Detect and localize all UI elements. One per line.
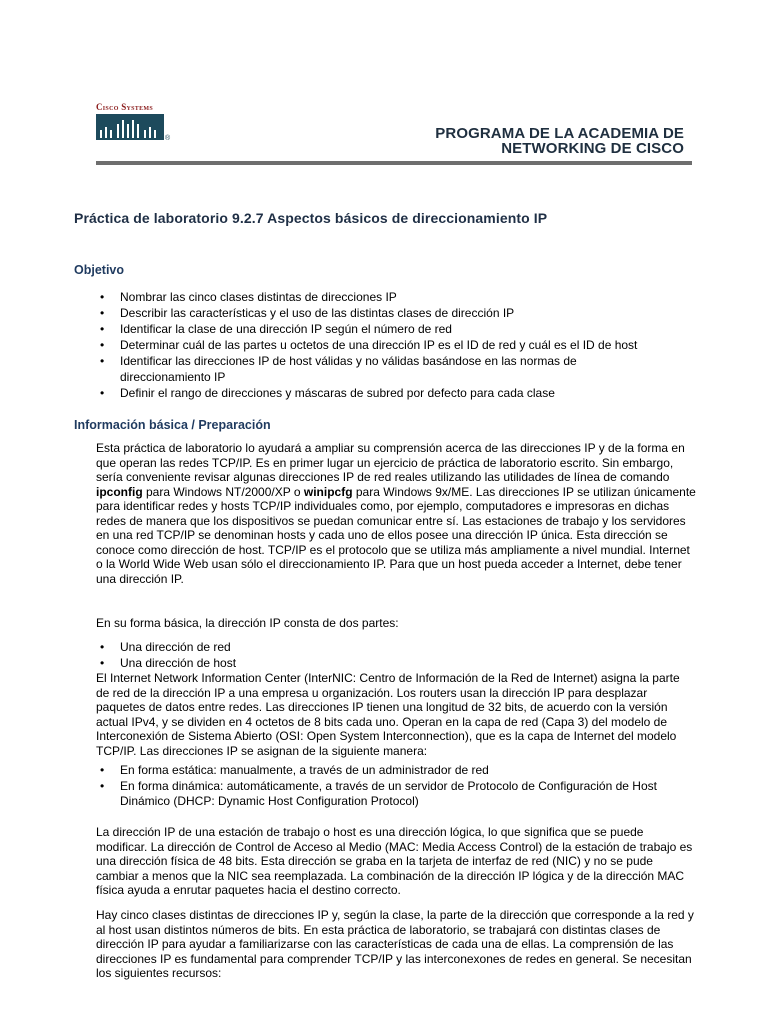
background-heading: Información básica / Preparación <box>74 418 271 432</box>
list-item: • Definir el rango de direcciones y máscaras de subred por defecto para cada clase <box>100 385 690 401</box>
background-paragraph-1 <box>96 441 696 586</box>
list-item: • Determinar cuál de las partes u octetos de una dirección IP es el ID de red y cuál es el ID de host <box>100 337 690 353</box>
ip-parts-list <box>100 639 690 671</box>
list-item: • En forma dinámica: automáticamente, a través de un servidor de Protocolo de Configuración de Host Dinámico (DHCP: Dynamic Host Configuration Protocol) <box>100 779 690 809</box>
cisco-bridge-icon <box>96 114 172 142</box>
background-paragraph-3: El Internet Network Information Center (InterNIC: Centro de Información de la Red de Internet) asigna la parte de red de la dirección IP a una empresa u organización. Los routers usan la dirección IP para desplazar paquetes de datos entre redes. Las direcciones IP tienen una longitud de 32 bits, de acuerdo con la versión actual IPv4, y se dividen en 4 octetos de 8 bits cada uno. Operan en la capa de red (Capa 3) del modelo de Interconexión de Sistema Abierto (OSI: Open System Interconnection), que es la capa de Internet del modelo TCP/IP. Las direcciones IP se asignan de la siguiente manera: <box>96 671 680 758</box>
list-item: • Describir las características y el uso de las distintas clases de dirección IP <box>100 305 690 321</box>
background-paragraph-5: Hay cinco clases distintas de direcciones IP y, según la clase, la parte de la dirección que corresponde a la red y al host usan distintos números de bits. En esta práctica de laboratorio, se trabajará con distintas clases de dirección IP para ayudar a familiarizarse con las características de cada una de ellas. La comprensión de las direcciones IP es fundamental para comprender TCP/IP y las interconexones de redes en general. Se necesitan los siguientes recursos: <box>96 908 694 980</box>
paragraph-text: Esta práctica de laboratorio lo ayudará a ampliar su comprensión acerca de las direcciones IP y de la forma en que operan las redes TCP/IP. Es en primer lugar un ejercicio de práctica de laboratorio escrito. Sin embargo, sería conveniente revisar algunas direcciones IP de red reales utilizando las utilidades de línea de comando <box>96 441 685 484</box>
header-divider <box>96 161 692 165</box>
academy-title-line-1: PROGRAMA DE LA ACADEMIA DE <box>435 125 684 142</box>
paragraph-text: para Windows NT/2000/XP o <box>142 484 304 499</box>
list-item: • Identificar las direcciones IP de host válidas y no válidas basándose en las normas de direccionamiento IP <box>100 353 690 385</box>
cisco-logo <box>96 103 172 143</box>
winipcfg-command: winipcfg <box>303 484 353 499</box>
list-item: • En forma estática: manualmente, a través de un administrador de red <box>100 763 690 778</box>
list-item: • Identificar la clase de una dirección IP según el número de red <box>100 321 690 337</box>
document-title: Práctica de laboratorio 9.2.7 Aspectos básicos de direccionamiento IP <box>74 210 548 226</box>
ipconfig-command: ipconfig <box>96 484 143 499</box>
list-item: • Nombrar las cinco clases distintas de direcciones IP <box>100 289 690 305</box>
cisco-brand-text: Cisco Systems <box>96 102 154 112</box>
academy-title <box>435 126 684 156</box>
list-item: • Una dirección de red <box>100 639 690 655</box>
academy-title-line-2: NETWORKING DE CISCO <box>501 140 684 157</box>
paragraph-text: para Windows 9x/ME. Las direcciones IP se utilizan únicamente para identificar redes y hosts TCP/IP individuales como, por ejemplo, computadores e impresoras en dichas redes de manera que los dispositivos se puedan comunicar entre sí. Las estaciones de trabajo y los servidores en una red TCP/IP se denominan hosts y cada uno de ellos posee una dirección IP única. Esta dirección se conoce como dirección de host. TCP/IP es el protocolo que se utiliza más ampliamente a nivel mundial. Internet o la World Wide Web usan sólo el direccionamiento IP. Para que un host pueda acceder a Internet, debe tener una dirección IP. <box>96 484 696 586</box>
list-item: • Una dirección de host <box>100 655 690 671</box>
background-paragraph-4: La dirección IP de una estación de trabajo o host es una dirección lógica, lo que significa que se puede modificar. La dirección de Control de Acceso al Medio (MAC: Media Access Control) de la estación de trabajo es una dirección física de 48 bits. Esta dirección se graba en la tarjeta de interfaz de red (NIC) y no se pude cambiar a menos que la NIC sea reemplazada. La combinación de la dirección IP lógica y de la dirección MAC física ayuda a enrutar paquetes hacia el destino correcto. <box>96 825 693 897</box>
background-paragraph-2: En su forma básica, la dirección IP consta de dos partes: <box>96 616 399 630</box>
registered-mark: ® <box>165 135 171 142</box>
objective-heading: Objetivo <box>74 263 125 277</box>
objective-list <box>100 289 690 401</box>
assignment-list <box>100 763 690 809</box>
